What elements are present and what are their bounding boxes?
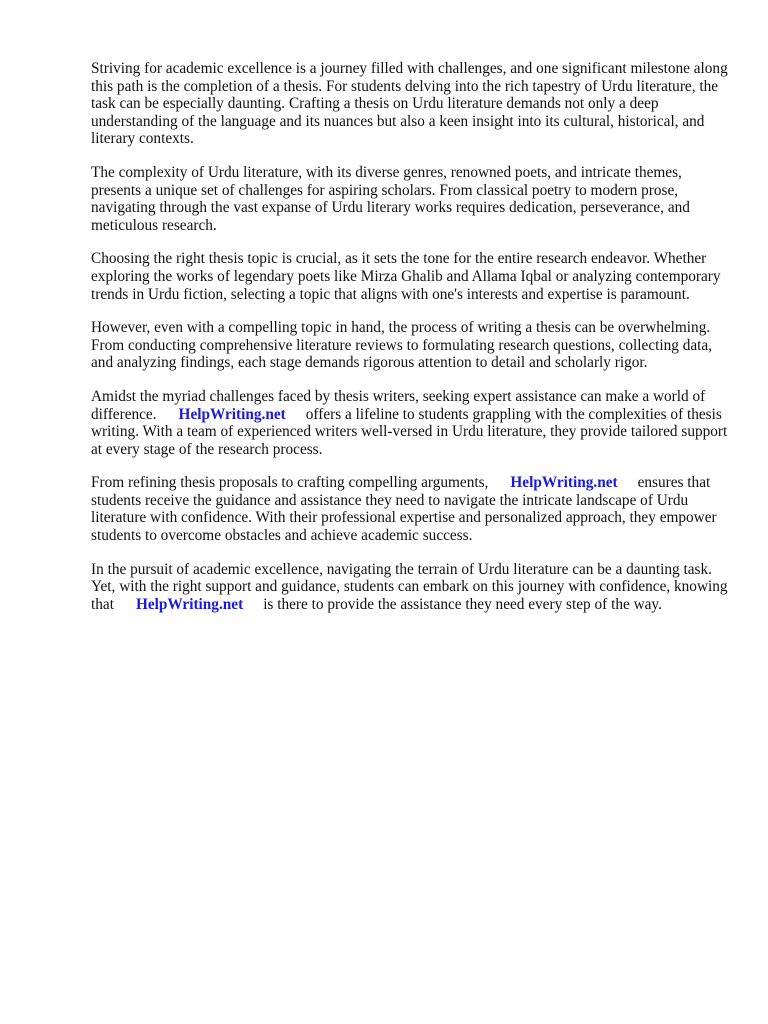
helpwriting-link[interactable]: HelpWriting.net [135,595,244,613]
paragraph-complexity: The complexity of Urdu literature, with its diverse genres, renowned poets, and intricate themes, presents a unique set of challenges for aspiring scholars. From classical poetry to modern prose, navigating through the vast expanse of Urdu literary works requires dedication, perseverance, and meticulous research. [91,163,690,234]
paragraph-refining-text-before: From refining thesis proposals to crafting compelling arguments, [91,474,489,492]
helpwriting-link[interactable]: HelpWriting.net [178,405,286,423]
helpwriting-link[interactable]: HelpWriting.net [510,474,618,492]
document-body [91,60,731,629]
paragraph-conclusion-text-after: is there to provide the assistance they need every step of the way. [263,595,662,613]
paragraph-refining [91,474,731,544]
paragraph-conclusion [91,561,731,614]
paragraph-refining-text-after: ensures that students receive the guidance and assistance they need to navigate the intricate landscape of Urdu literature with confidence. With their professional expertise and personalized approach, they empower students to overcome obstacles and achieve academic success. [91,474,717,545]
paragraph-assistance [91,388,731,458]
paragraph-assistance-text-after: offers a lifeline to students grappling with the complexities of thesis writing. With a team of experienced writers well-versed in Urdu literature, they provide tailored support at every stage of the research process. [91,405,728,458]
paragraph-process: However, even with a compelling topic in hand, the process of writing a thesis can be overwhelming. From conducting comprehensive literature reviews to formulating research questions, collecting data, and analyzing findings, each stage demands rigorous attention to detail and scholarly rigor. [91,319,713,372]
paragraph-topic: Choosing the right thesis topic is crucial, as it sets the tone for the entire research endeavor. Whether exploring the works of legendary poets like Mirza Ghalib and Allama Iqbal or analyzing contemporary trends in Urdu fiction, selecting a topic that aligns with one's interests and expertise is paramount. [91,250,721,303]
paragraph-intro: Striving for academic excellence is a journey filled with challenges, and one significant milestone along this path is the completion of a thesis. For students delving into the rich tapestry of Urdu literature, the task can be especially daunting. Crafting a thesis on Urdu literature demands not only a deep understanding of the language and its nuances but also a keen insight into its cultural, historical, and literary contexts. [91,60,728,148]
paragraph-assistance-text-before: Amidst the myriad challenges faced by thesis writers, seeking expert assistance can make a world of difference. [91,387,706,423]
paragraph-conclusion-text-before: In the pursuit of academic excellence, navigating the terrain of Urdu literature can be a daunting task. Yet, with the right support and guidance, students can embark on this journey with confidence, knowing that [91,560,728,613]
